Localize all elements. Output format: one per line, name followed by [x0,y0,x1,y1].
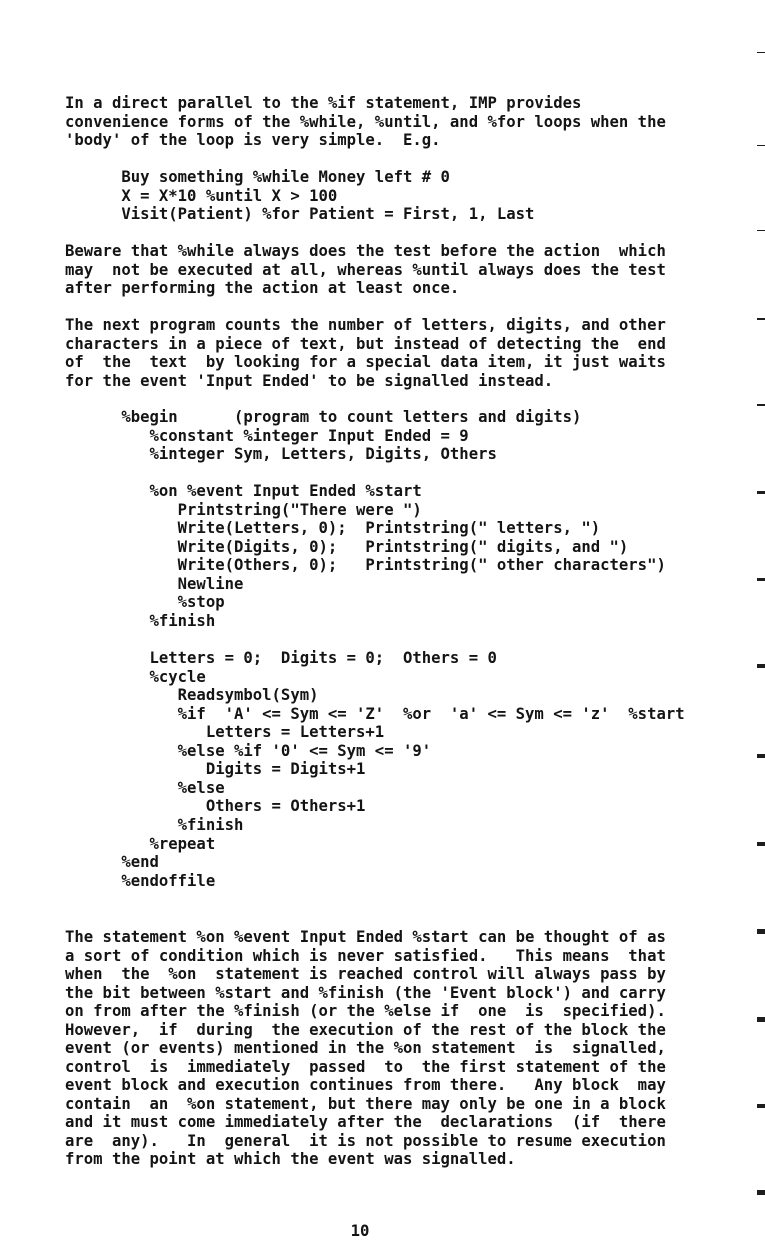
margin-mark [757,578,765,581]
margin-mark [757,754,765,758]
margin-mark [757,404,765,406]
margin-mark [757,318,765,320]
count-letters-program-code: %begin (program to count letters and digits) %constant %integer Input Ended = 9 %integer Sym, Letters, Digits, Others %on %event Input Ended %start Printstring("There were ") Write(Letters, 0); Printstring(" letters, ") Write(Digits, 0); Printstring(" digits, and ") Write(Others, 0); Printstring(" other characters") Newline %stop %finish Letters = 0; Digits = 0; Others = 0 %cycle Readsymbol(Sym) %if 'A' <= Sym <= 'Z' %or 'a' <= Sym <= 'z' %start Letters = Letters+1 %else %if '0' <= Sym <= '9' Digits = Digits+1 %else Others = Others+1 %finish %repeat %end %endoffile [121,408,685,890]
program-intro-paragraph: The next program counts the number of letters, digits, and other characters in a piece of text, but instead of detecting the end of the text by looking for a special data item, it just waits for the event 'Input Ended' to be signalled instead. [65,316,666,390]
margin-mark [757,1104,765,1108]
margin-mark [757,664,765,668]
margin-mark [757,842,765,846]
margin-mark [757,1190,765,1195]
margin-mark [757,1017,765,1022]
loop-examples-code: Buy something %while Money left # 0 X = X*10 %until X > 100 Visit(Patient) %for Patient = First, 1, Last [121,168,535,224]
margin-mark [757,929,765,934]
margin-mark [757,52,765,53]
margin-mark [757,145,765,146]
margin-mark [757,491,765,494]
event-explanation-paragraph: The statement %on %event Input Ended %start can be thought of as a sort of condition which is never satisfied. This means that when the %on statement is reached control will always pass by the bit between %start and %finish (the 'Event block') and carry on from after the %finish (or the %else if one is specified). However, if during the execution of the rest of the block the event (or events) mentioned in the %on statement is signalled, control is immediately passed to the first statement of the event block and execution continues from there. Any block may contain an %on statement, but there may only be one in a block and it must come immediately after the declarations (if there are any). In general it is not possible to resume execution from the point at which the event was signalled. [65,928,666,1168]
intro-paragraph: In a direct parallel to the %if statement, IMP provides convenience forms of the %while, %until, and %for loops when the 'body' of the loop is very simple. E.g. [65,94,666,149]
page-number: 10 [350,1222,370,1240]
margin-mark [757,230,765,231]
beware-paragraph: Beware that %while always does the test before the action which may not be executed at all, whereas %until always does the test after performing the action at least once. [65,242,666,297]
